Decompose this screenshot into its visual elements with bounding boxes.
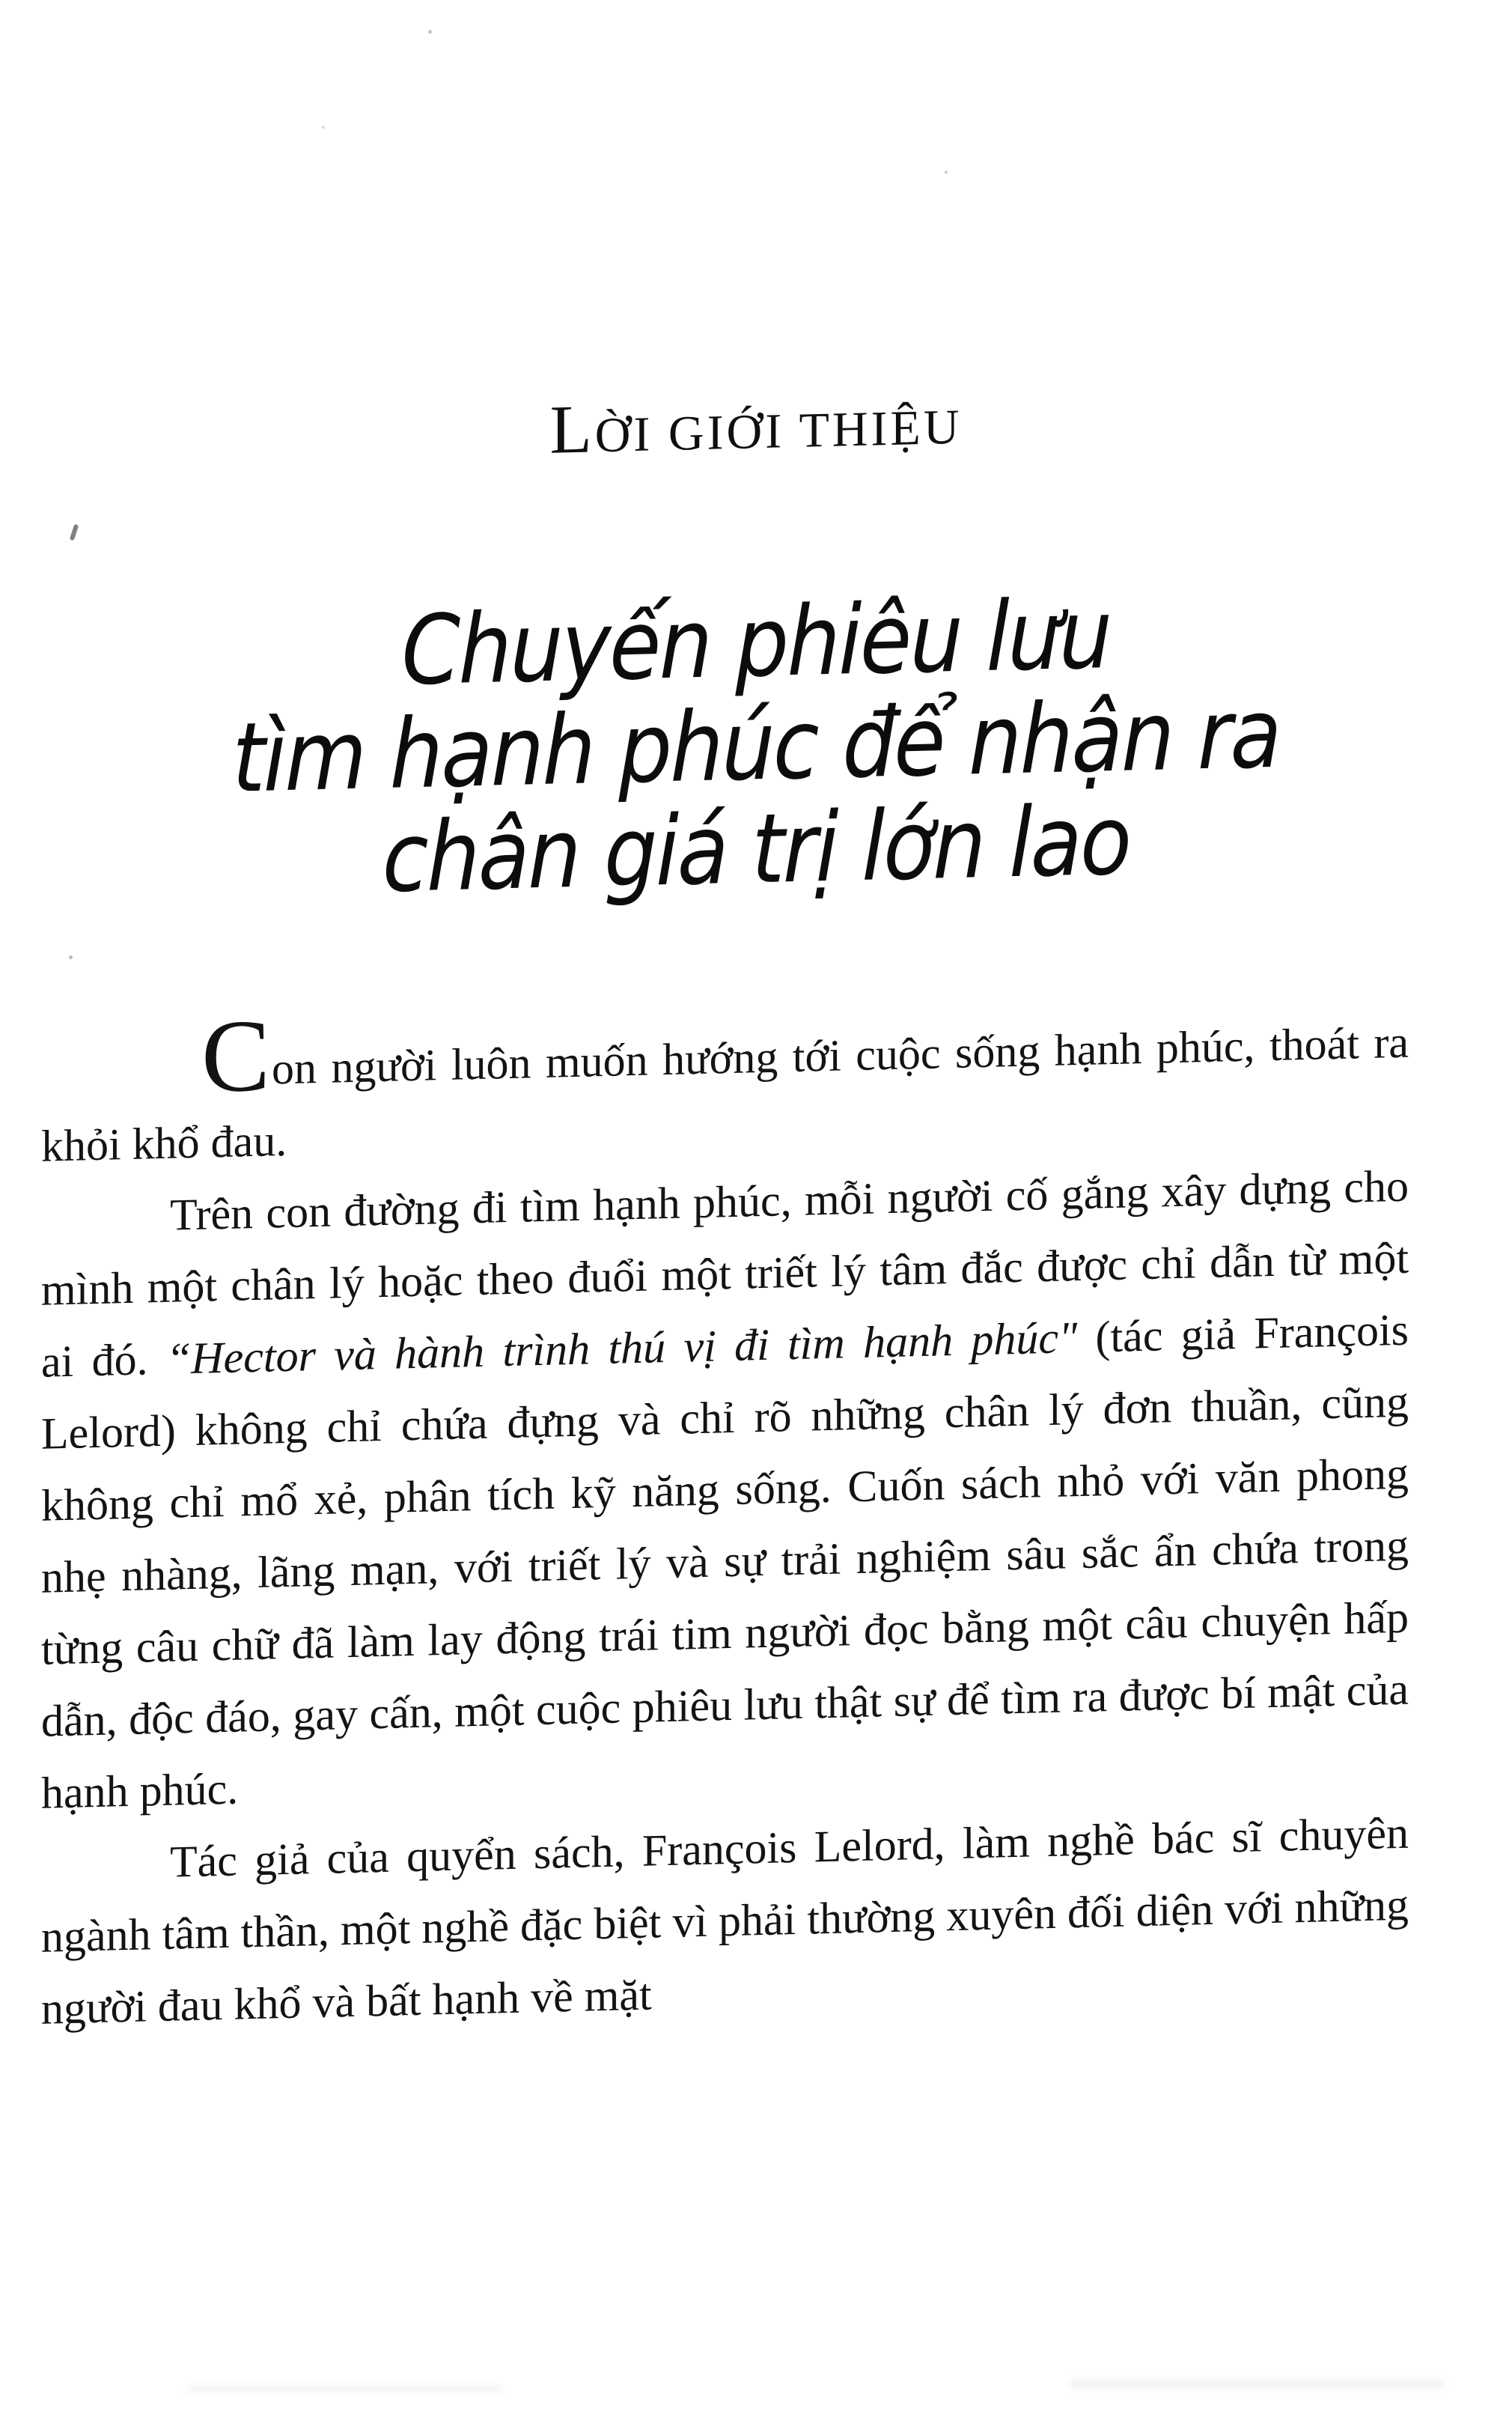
paragraph-author: Tác giả của quyển sách, François Lelord, làm nghề bác sĩ chuyên ngành tâm thần, một nghề đặc biệt vì phải thường xuyên đối diện với những người đau khổ và bất hạnh về mặt xyxy=(41,1808,1409,2034)
paragraph-book-description xyxy=(41,1150,1409,1829)
paragraph-opening-text: on người luôn muốn hướng tới cuộc sống hạnh phúc, thoát ra khỏi khổ đau. xyxy=(41,1017,1409,1171)
chapter-title-line-2: tìm hạnh phúc để nhận ra xyxy=(232,678,1280,815)
scan-speck xyxy=(428,30,432,34)
scan-smudge xyxy=(187,2386,502,2392)
chapter-title xyxy=(91,576,1421,917)
book-title-quotation: “Hector và hành trình thú vị đi tìm hạnh phúc" xyxy=(165,1312,1096,1384)
drop-cap: C xyxy=(201,997,272,1114)
scan-speck xyxy=(945,171,948,174)
scan-speck xyxy=(69,955,73,959)
chapter-title-line-3: chân giá trị lớn lao xyxy=(382,785,1130,914)
scan-smudge xyxy=(1070,2380,1445,2389)
section-header: LỜI GIỚI THIỆU xyxy=(549,390,963,468)
scan-speck xyxy=(322,126,325,129)
chapter-title-line-1: Chuyến phiêu lưu xyxy=(401,579,1111,708)
body-text xyxy=(0,997,1512,2046)
paragraph-segment-normal: Trên con đường đi tìm hạnh phúc, mỗi người cố gắng xây dựng cho mình một chân lý hoặc theo đuổi một triết lý tâm đắc được chỉ dẫn từ một ai đó. xyxy=(41,1161,1409,1387)
paragraph-segment-normal: (tác giả François Lelord) không chỉ chứa đựng và chỉ rõ những chân lý đơn thuần, cũng không chỉ mổ xẻ, phân tích kỹ năng sống. Cuốn sách nhỏ với văn phong nhẹ nhàng, lãng mạn, với triết lý và sự trải nghiệm sâu sắc ẩn chứa trong từng câu chữ đã làm lay động trái tim người đọc bằng một câu chuyện hấp dẫn, độc đáo, gay cấn, một cuộc phiêu lưu thật sự để tìm ra được bí mật của hạnh phúc. xyxy=(41,1304,1409,1818)
